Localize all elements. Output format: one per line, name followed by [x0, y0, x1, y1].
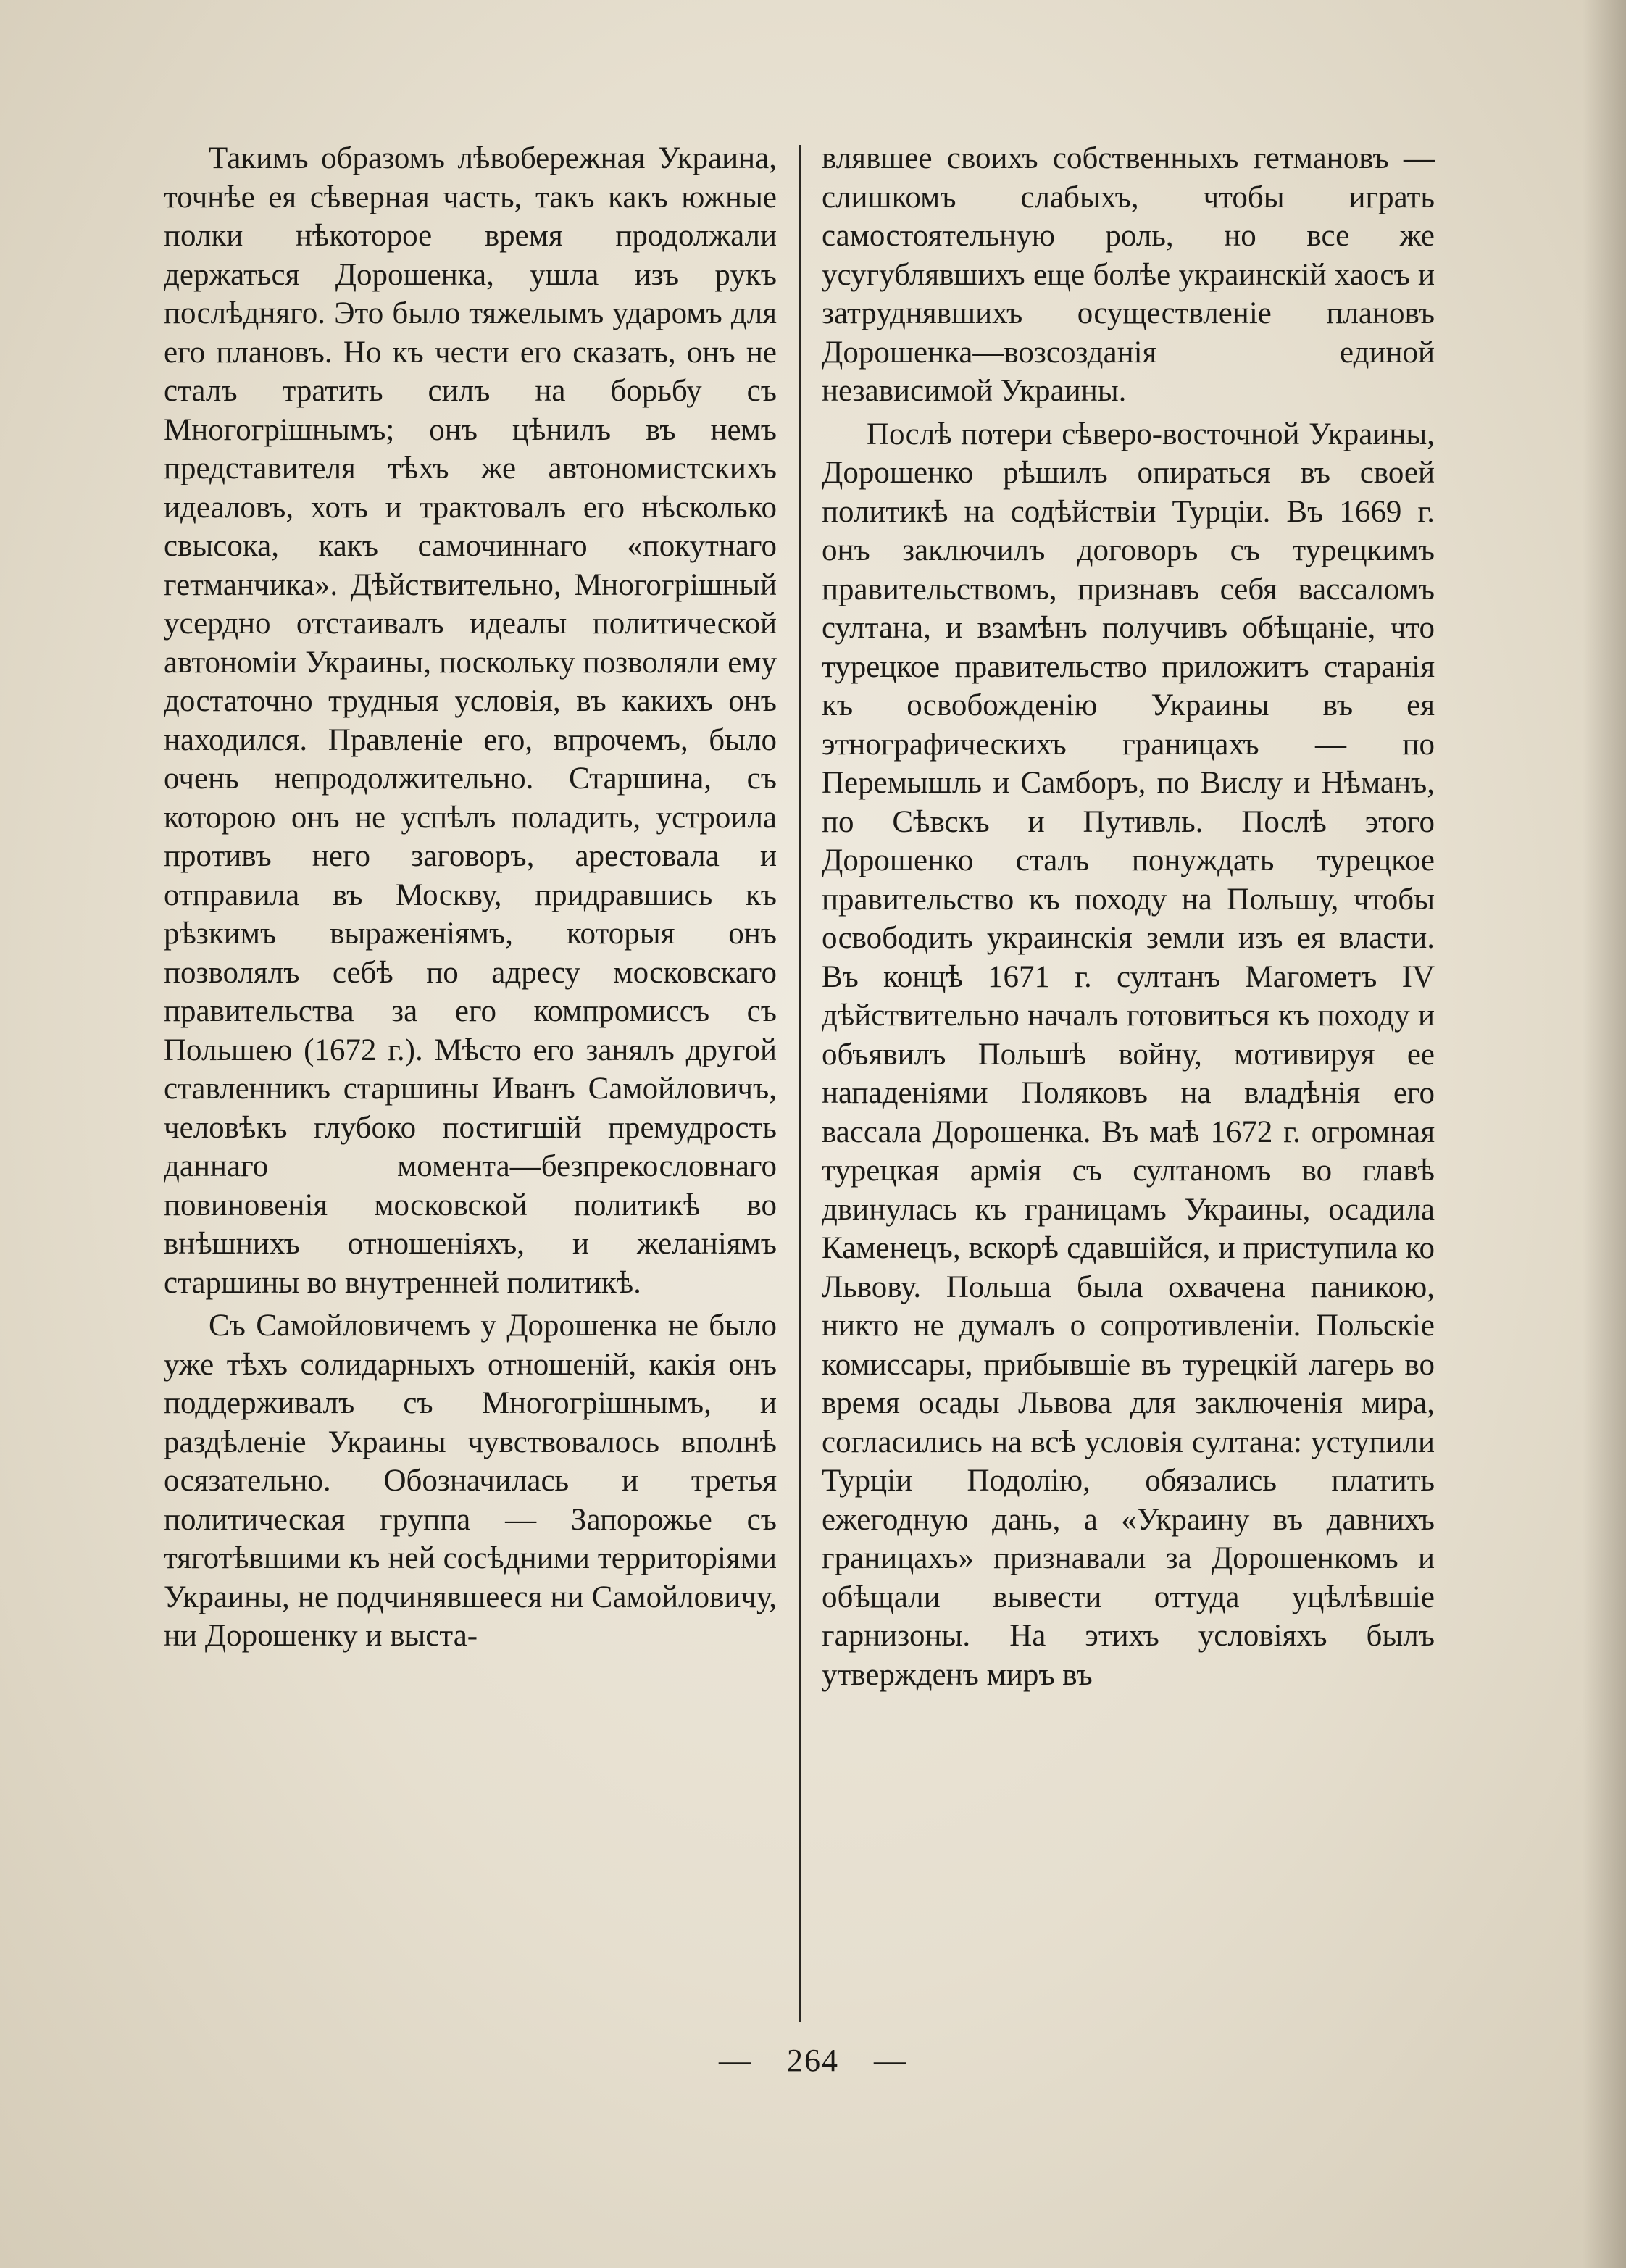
page-edge-shadow	[1583, 0, 1626, 2268]
folio-dash-right: —	[874, 2043, 907, 2078]
right-paragraph-2: Послѣ потери сѣверо-восточной Украины, Дорошенко рѣшилъ опираться въ своей политикѣ на содѣйствіи Турціи. Въ 1669 г. онъ заключилъ договоръ съ турецкимъ правительствомъ, признавъ себя вассаломъ султана, и взамѣнъ получивъ обѣщаніе, что турецкое правительство приложитъ старанія къ освобожденію Украины въ ея этнографическихъ границахъ — по Перемышль и Самборъ, по Вислу и Нѣманъ, по Сѣвскъ и Путивль. Послѣ этого Дорошенко сталъ понуждать турецкое правительство къ походу на Польшу, чтобы освободить украинскія земли изъ ея власти. Въ концѣ 1671 г. султанъ Магометъ IV дѣйствительно началъ готовиться къ походу и объявилъ Польшѣ войну, мотивируя ее нападеніями Поляковъ на владѣнія его вассала Дорошенка. Въ маѣ 1672 г. огромная турецкая армія съ султаномъ во главѣ двинулась къ границамъ Украины, осадила Каменецъ, вскорѣ сдавшійся, и приступила ко Львову. Польша была охвачена паникою, никто не думалъ о сопротивленіи. Польскіе комиссары, прибывшіе въ турецкій лагерь во время осады Львова для заключенія мира, согласились на всѣ условія султана: уступили Турціи Подолію, обязались платить ежегодную дань, а «Украину въ давнихъ границахъ» признавали за Дорошенкомъ и обѣщали вывести оттуда уцѣлѣвшіе гарнизоны. На этихъ условіяхъ былъ утвержденъ миръ въ	[822, 417, 1435, 1692]
left-paragraph-1: Такимъ образомъ лѣвобережная Украина, точнѣе ея сѣверная часть, такъ какъ южные полки нѣкоторое время продолжали держаться Дорошенка, ушла изъ рукъ послѣдняго. Это было тяжелымъ ударомъ для его плановъ. Но къ чести его сказать, онъ не сталъ тратить силъ на борьбу съ Многогрішнымъ; онъ цѣнилъ въ немъ представителя тѣхъ же автономистскихъ идеаловъ, хоть и трактовалъ его нѣсколько свысока, какъ самочиннаго «покутнаго гетманчика». Дѣйствительно, Многогрішный усердно отстаивалъ идеалы политической автономіи Украины, поскольку позволяли ему достаточно трудныя условія, въ какихъ онъ находился. Правленіе его, впрочемъ, было очень непродолжительно. Старшина, съ которою онъ не успѣлъ поладить, устроила противъ него заговоръ, арестовала и отправила въ Москву, придравшись къ рѣзкимъ выраженіямъ, которыя онъ позволялъ себѣ по адресу московскаго правительства за его компромиссъ съ Польшею (1672 г.). Мѣсто его занялъ другой ставленникъ старшины Иванъ Самойловичъ, человѣкъ глубоко постигшій премудрость даннаго момента—безпрекословнаго повиновенія московской политикѣ во внѣшнихъ отношеніяхъ, и желаніямъ старшины во внутренней политикѣ.	[164, 141, 777, 1300]
right-column	[822, 139, 1435, 1694]
folio-dash-left: —	[719, 2043, 752, 2078]
left-paragraph-2: Съ Самойловичемъ у Дорошенка не было уже тѣхъ солидарныхъ отношеній, какія онъ поддерживалъ съ Многогрішнымъ, и раздѣленіе Украины чувствовалось вполнѣ осязательно. Обозначилась и третья политическая группа — Запорожье съ тяготѣвшими къ ней сосѣдними территоріями Украины, не подчинявшееся ни Самойловичу, ни Дорошенку и выста-	[164, 1309, 777, 1653]
right-paragraph-1: влявшее своихъ собственныхъ гетмановъ — слишкомъ слабыхъ, чтобы играть самостоятельную роль, но все же усугублявшихъ еще болѣе украинскій хаосъ и затруднявшихъ осуществленіе плановъ Дорошенка—возсозданія единой независимой Украины.	[822, 141, 1435, 408]
left-column	[164, 139, 777, 1656]
page-number-footer	[0, 2042, 1626, 2079]
column-divider	[799, 145, 801, 2022]
page-number: 264	[787, 2043, 839, 2078]
